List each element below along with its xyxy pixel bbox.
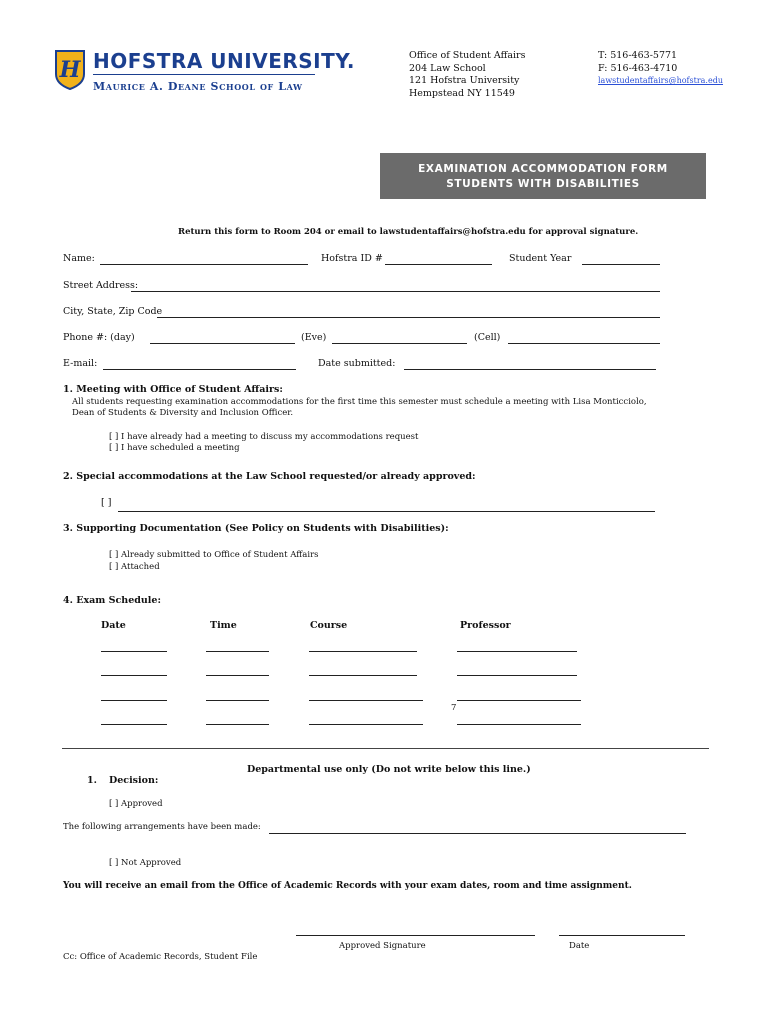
city-state-zip-field[interactable] (157, 317, 660, 318)
logo-university-name: HOFSTRA UNIVERSITY. (93, 49, 356, 73)
stray-mark: 7 (451, 703, 457, 713)
cc-line: Cc: Office of Academic Records, Student File (63, 952, 258, 962)
section1-heading: 1. Meeting with Office of Student Affairs: (63, 384, 283, 395)
schedule-date-field[interactable] (101, 700, 167, 701)
decision-number: 1. (87, 775, 97, 786)
schedule-course-field[interactable] (309, 700, 423, 701)
approved-signature-label: Approved Signature (339, 941, 426, 951)
logo-divider (93, 74, 315, 75)
not-approved-checkbox[interactable]: [ ] Not Approved (109, 858, 182, 868)
office-contact (598, 50, 723, 88)
schedule-time-field[interactable] (206, 675, 269, 676)
schedule-course-field[interactable] (309, 724, 423, 725)
schedule-professor-field[interactable] (457, 651, 577, 652)
schedule-professor-field[interactable] (457, 700, 581, 701)
email-field[interactable] (103, 369, 296, 370)
schedule-date-field[interactable] (101, 724, 167, 725)
email-label: E-mail: (63, 358, 98, 369)
office-phone: T: 516-463-5771 (598, 50, 678, 61)
form-title: EXAMINATION ACCOMMODATION FORM (418, 163, 668, 175)
phone-cell-field[interactable] (508, 343, 660, 344)
phone-day-field[interactable] (150, 343, 295, 344)
schedule-course-field[interactable] (309, 675, 417, 676)
return-instruction: Return this form to Room 204 or email to lawstudentaffairs@hofstra.edu for approval signature. (178, 227, 639, 237)
date-submitted-field[interactable] (404, 369, 656, 370)
hofstra-id-field[interactable] (385, 264, 492, 265)
schedule-col-professor: Professor (460, 620, 511, 631)
schedule-date-field[interactable] (101, 675, 167, 676)
office-fax: F: 516-463-4710 (598, 62, 678, 74)
section1-body-line2: Dean of Students & Diversity and Inclusion Officer. (72, 408, 294, 418)
form-title-banner (380, 153, 706, 199)
hofstra-shield-icon (55, 50, 85, 90)
schedule-col-time: Time (210, 620, 237, 631)
schedule-col-course: Course (310, 620, 348, 631)
schedule-professor-field[interactable] (457, 724, 581, 725)
name-field[interactable] (100, 264, 308, 265)
section4-heading: 4. Exam Schedule: (63, 595, 161, 606)
schedule-time-field[interactable] (206, 700, 269, 701)
office-line: Office of Student Affairs (409, 50, 526, 61)
arrangements-field[interactable] (269, 833, 686, 834)
office-line: Hempstead NY 11549 (409, 87, 515, 99)
hofstra-id-label: Hofstra ID # (321, 253, 383, 264)
schedule-professor-field[interactable] (457, 675, 577, 676)
departmental-divider (62, 748, 709, 749)
office-line: 204 Law School (409, 62, 486, 74)
schedule-col-date: Date (101, 620, 126, 631)
svg-text:H: H (59, 57, 81, 83)
departmental-heading: Departmental use only (Do not write below this line.) (247, 764, 531, 775)
name-label: Name: (63, 253, 95, 264)
schedule-date-field[interactable] (101, 651, 167, 652)
logo-school-name: Maurice A. Deane School of Law (93, 80, 303, 93)
street-address-field[interactable] (131, 291, 660, 292)
accommodations-checkbox[interactable]: [ ] (101, 497, 112, 508)
office-address (409, 50, 525, 100)
accommodations-field[interactable] (118, 511, 655, 512)
approved-signature-field[interactable] (296, 935, 535, 936)
signature-date-field[interactable] (559, 935, 685, 936)
student-year-label: Student Year (509, 253, 572, 264)
section1-body-line1: All students requesting examination accommodations for the first time this semester must schedule a meeting with Lisa Monticciolo, (72, 397, 647, 407)
section3-heading: 3. Supporting Documentation (See Policy on Students with Disabilities): (63, 523, 449, 534)
arrangements-label: The following arrangements have been made: (63, 822, 261, 832)
city-state-zip-label: City, State, Zip Code (63, 306, 163, 317)
signature-date-label: Date (569, 941, 590, 951)
docs-submitted-checkbox[interactable]: [ ] Already submitted to Office of Student Affairs (109, 550, 319, 560)
docs-attached-checkbox[interactable]: [ ] Attached (109, 562, 160, 572)
phone-eve-label: (Eve) (301, 332, 327, 343)
phone-day-label: Phone #: (day) (63, 332, 135, 343)
date-submitted-label: Date submitted: (318, 358, 396, 369)
schedule-course-field[interactable] (309, 651, 417, 652)
office-email-link[interactable]: lawstudentaffairs@hofstra.edu (598, 76, 723, 85)
meeting-scheduled-checkbox[interactable]: [ ] I have scheduled a meeting (109, 443, 240, 453)
office-line: 121 Hofstra University (409, 75, 520, 86)
schedule-time-field[interactable] (206, 651, 269, 652)
form-subtitle: STUDENTS WITH DISABILITIES (446, 178, 640, 190)
student-year-field[interactable] (582, 264, 660, 265)
email-notice: You will receive an email from the Office of Academic Records with your exam dates, room and time assignment. (63, 881, 632, 891)
phone-eve-field[interactable] (332, 343, 467, 344)
schedule-time-field[interactable] (206, 724, 269, 725)
decision-label: Decision: (109, 775, 159, 786)
approved-checkbox[interactable]: [ ] Approved (109, 799, 163, 809)
phone-cell-label: (Cell) (474, 332, 501, 343)
meeting-held-checkbox[interactable]: [ ] I have already had a meeting to discuss my accommodations request (109, 432, 419, 442)
section2-heading: 2. Special accommodations at the Law School requested/or already approved: (63, 471, 476, 482)
street-address-label: Street Address: (63, 280, 139, 291)
